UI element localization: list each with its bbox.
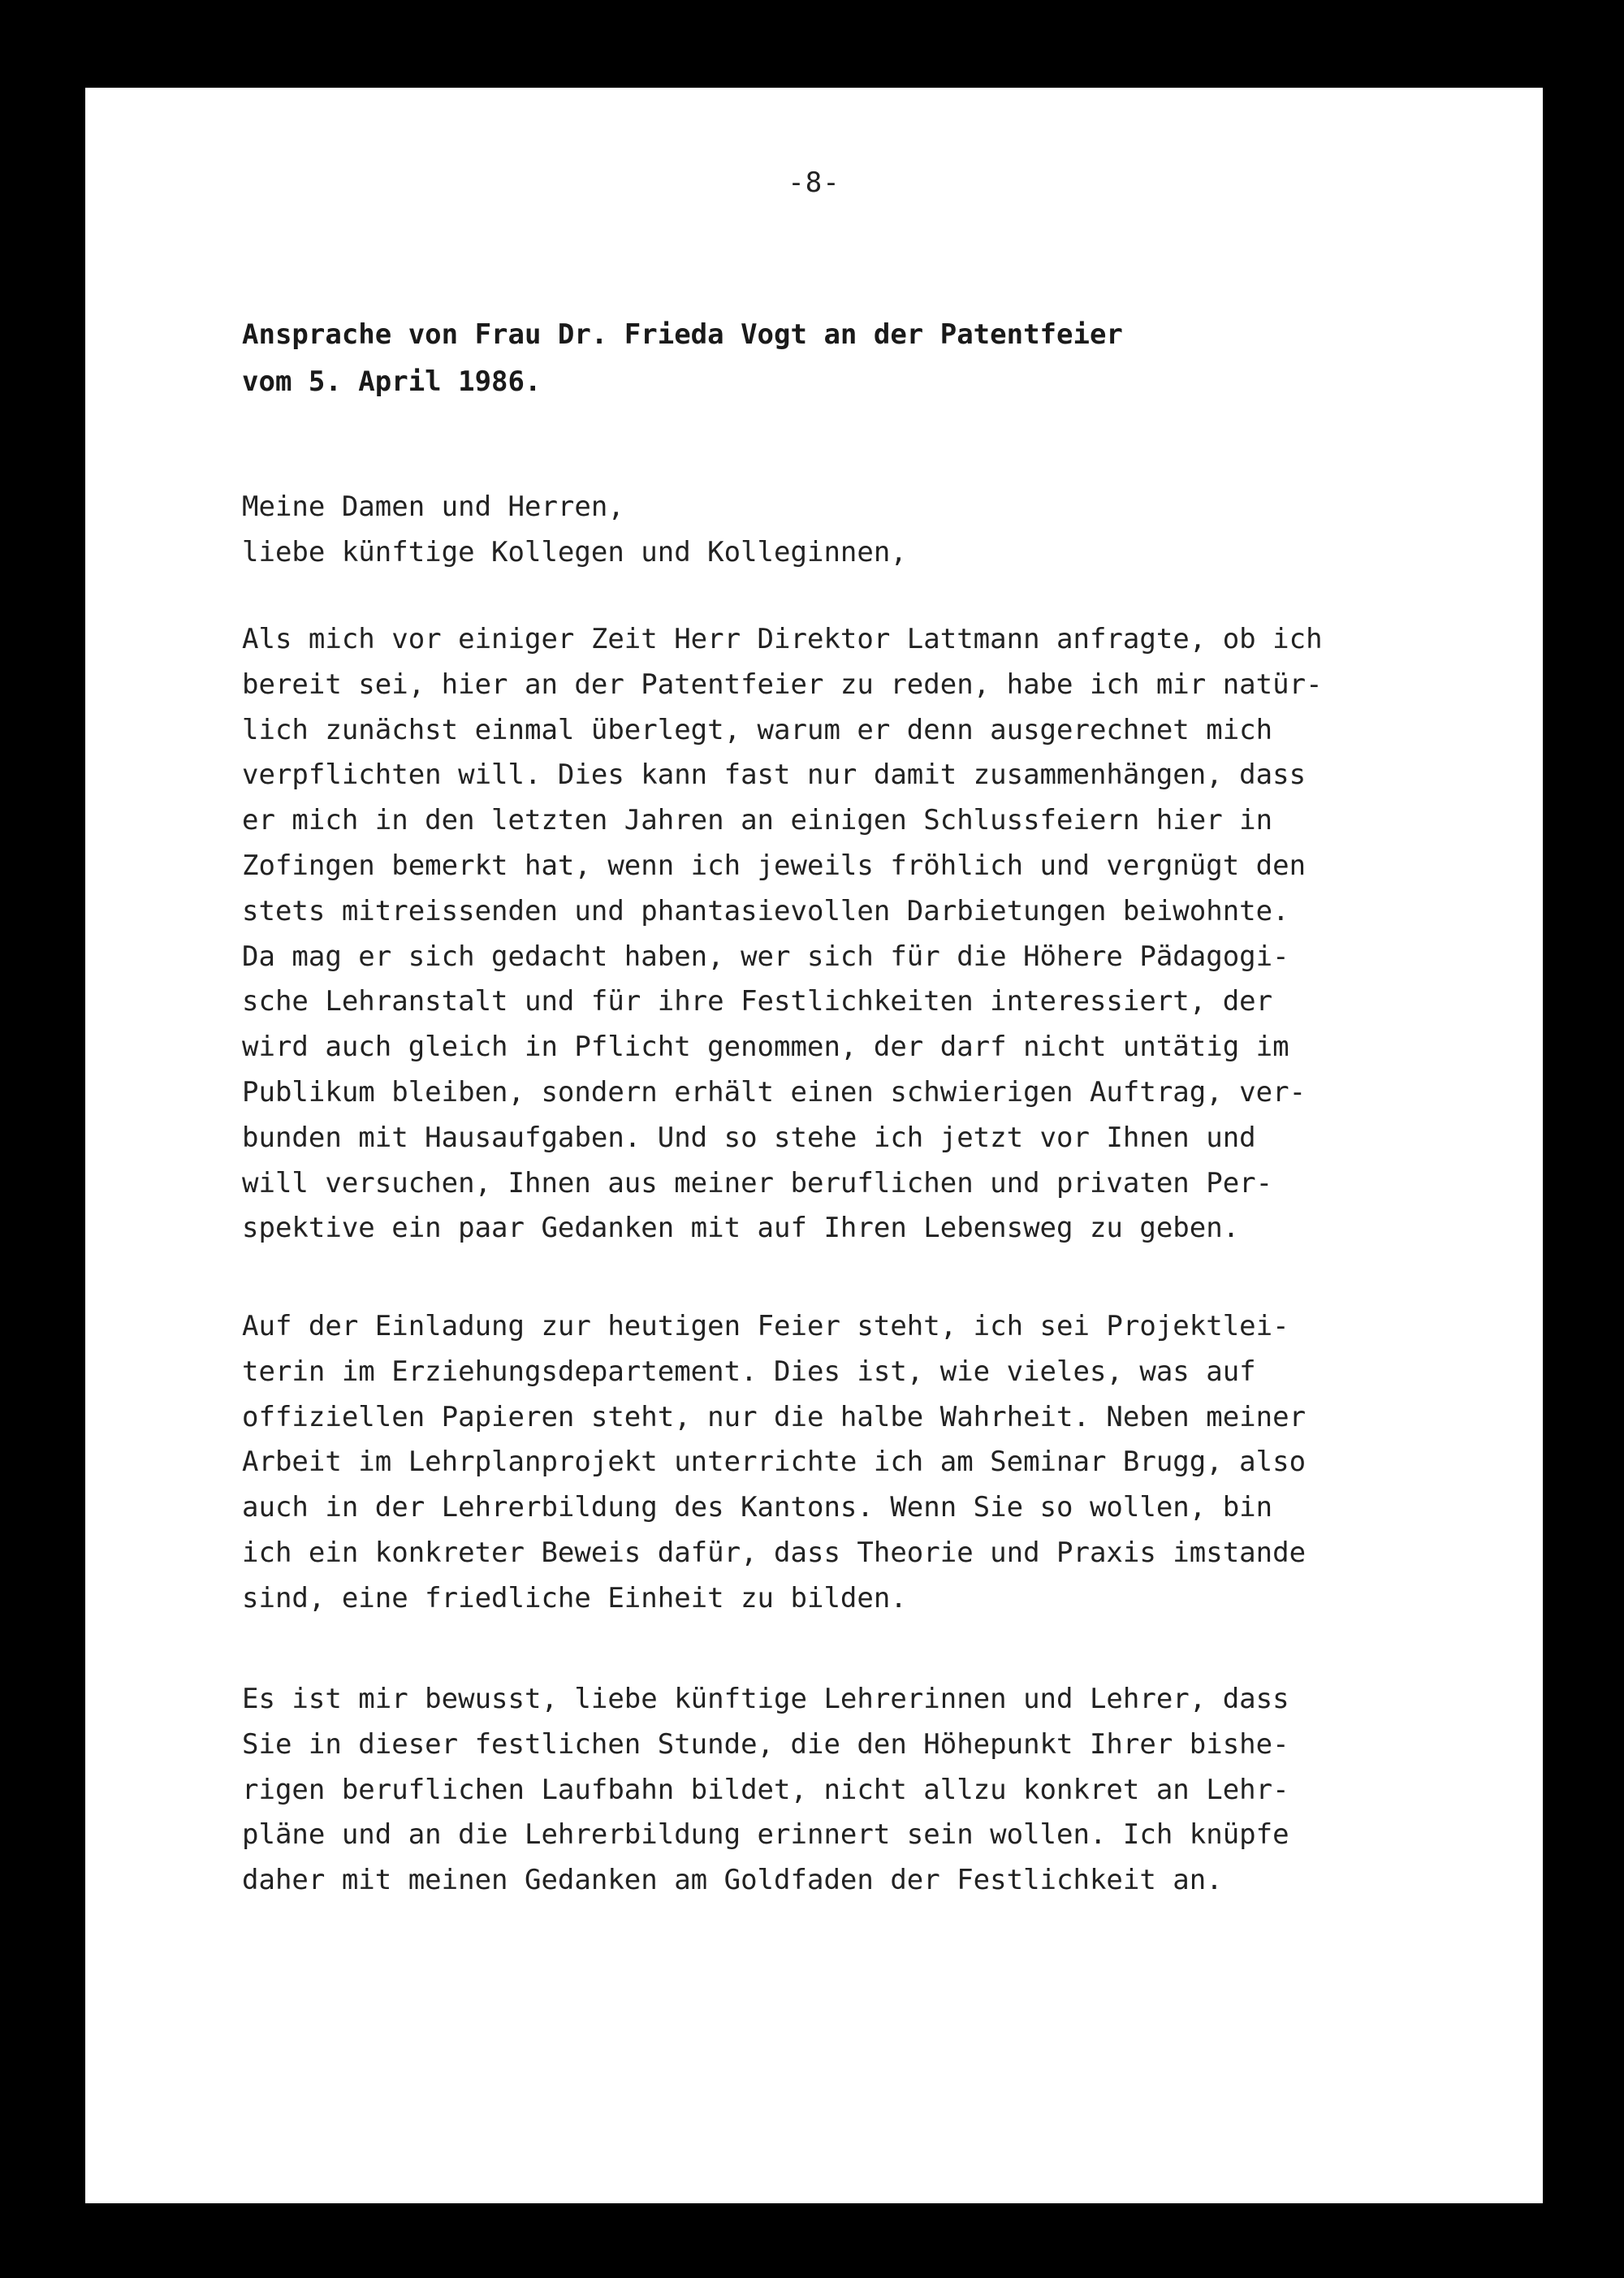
text-line: Publikum bleiben, sondern erhält einen schwierigen Auftrag, ver- [242, 1075, 1307, 1109]
text-line: wird auch gleich in Pflicht genommen, der darf nicht untätig im [242, 1031, 1289, 1064]
salutation-line: liebe künftige Kollegen und Kolleginnen, [242, 536, 907, 568]
paragraph-3 [242, 1677, 1289, 1904]
text-line: Da mag er sich gedacht haben, wer sich für die Höhere Pädagogi- [242, 940, 1289, 973]
text-line: bereit sei, hier an der Patentfeier zu reden, habe ich mir natür- [242, 668, 1323, 701]
text-line: stets mitreissenden und phantasievollen Darbietungen beiwohnte. [242, 894, 1289, 927]
text-line: daher mit meinen Gedanken am Goldfaden der Festlichkeit an. [242, 1864, 1223, 1897]
title-line: Ansprache von Frau Dr. Frieda Vogt an der Patentfeier [242, 318, 1123, 351]
speech-title [242, 311, 1123, 405]
text-line: rigen beruflichen Laufbahn bildet, nicht allzu konkret an Lehr- [242, 1773, 1289, 1806]
text-line: sche Lehranstalt und für ihre Festlichkeiten interessiert, der [242, 985, 1273, 1018]
text-line: spektive ein paar Gedanken mit auf Ihren Lebensweg zu geben. [242, 1212, 1240, 1245]
text-line: offiziellen Papieren steht, nur die halbe Wahrheit. Neben meiner [242, 1400, 1307, 1433]
text-line: will versuchen, Ihnen aus meiner beruflichen und privaten Per- [242, 1166, 1273, 1200]
text-line: Zofingen bemerkt hat, wenn ich jeweils fröhlich und vergnügt den [242, 849, 1307, 882]
text-line: Als mich vor einiger Zeit Herr Direktor Lattmann anfragte, ob ich [242, 623, 1323, 655]
text-line: ich ein konkreter Beweis dafür, dass Theorie und Praxis imstande [242, 1536, 1307, 1569]
text-line: Auf der Einladung zur heutigen Feier steht, ich sei Projektlei- [242, 1310, 1289, 1342]
text-line: auch in der Lehrerbildung des Kantons. Wenn Sie so wollen, bin [242, 1491, 1273, 1524]
text-line: Es ist mir bewusst, liebe künftige Lehrerinnen und Lehrer, dass [242, 1683, 1289, 1715]
title-line: vom 5. April 1986. [242, 365, 542, 398]
text-line: er mich in den letzten Jahren an einigen Schlussfeiern hier in [242, 804, 1273, 837]
text-line: Arbeit im Lehrplanprojekt unterrichte ich am Seminar Brugg, also [242, 1446, 1307, 1479]
salutation [242, 484, 907, 575]
document-page [85, 88, 1543, 2203]
text-line: lich zunächst einmal überlegt, warum er denn ausgerechnet mich [242, 713, 1273, 746]
paragraph-2 [242, 1304, 1306, 1622]
text-line: sind, eine friedliche Einheit zu bilden. [242, 1581, 907, 1614]
paragraph-1 [242, 617, 1323, 1251]
page-number: -8- [788, 166, 840, 199]
text-line: Sie in dieser festlichen Stunde, die den Höhepunkt Ihrer bishe- [242, 1727, 1289, 1761]
salutation-line: Meine Damen und Herren, [242, 491, 624, 523]
text-line: verpflichten will. Dies kann fast nur damit zusammenhängen, dass [242, 759, 1307, 792]
text-line: pläne und an die Lehrerbildung erinnert sein wollen. Ich knüpfe [242, 1818, 1289, 1852]
text-line: terin im Erziehungsdepartement. Dies ist, wie vieles, was auf [242, 1355, 1256, 1388]
text-line: bunden mit Hausaufgaben. Und so stehe ich jetzt vor Ihnen und [242, 1121, 1256, 1154]
